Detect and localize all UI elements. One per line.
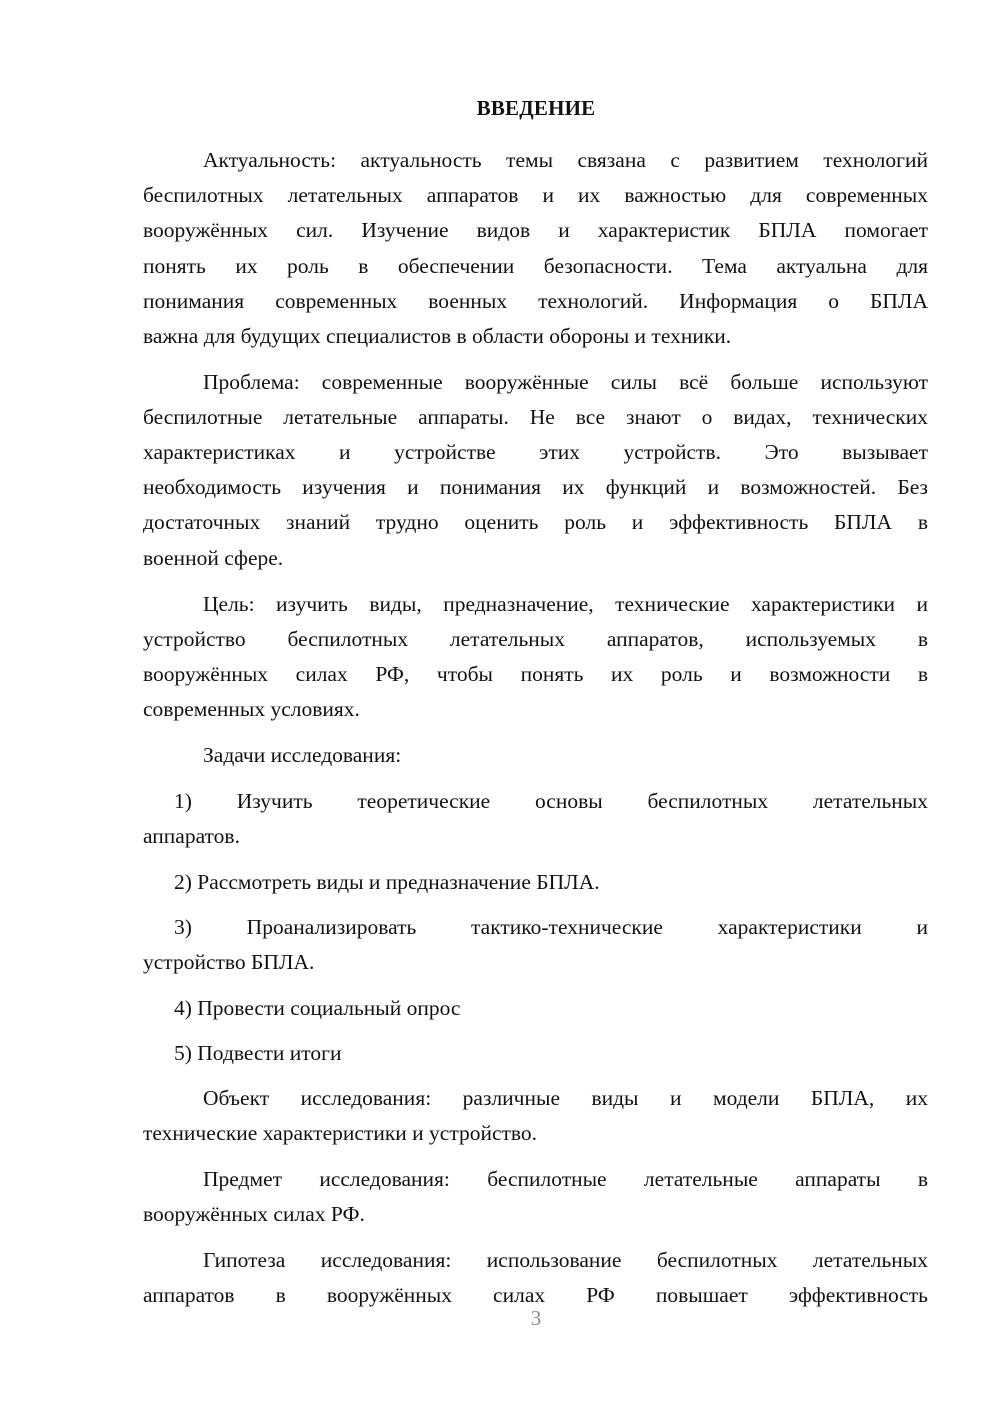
paragraph-goal-line: вооружённых силах РФ, чтобы понять их роль и возможности в: [143, 662, 928, 686]
task-item-1: 1) Изучить теоретические основы беспилотных летательных: [174, 789, 928, 813]
paragraph-relevance-line: беспилотных летательных аппаратов и их важностью для современных: [143, 183, 928, 207]
page-number: 3: [530, 1306, 542, 1330]
paragraph-goal-line: современных условиях.: [143, 697, 360, 721]
paragraph-hypothesis-line: аппаратов в вооружённых силах РФ повышает эффективность: [143, 1283, 928, 1307]
paragraph-hypothesis-line: Гипотеза исследования: использование беспилотных летательных: [203, 1248, 928, 1272]
paragraph-relevance-line: важна для будущих специалистов в области обороны и техники.: [143, 324, 732, 348]
task-item-1-cont: аппаратов.: [143, 824, 240, 848]
paragraph-relevance-line: понять их роль в обеспечении безопасности. Тема актуальна для: [143, 254, 928, 278]
task-item-4: 4) Провести социальный опрос: [174, 996, 461, 1020]
paragraph-relevance-line: Актуальность: актуальность темы связана с развитием технологий: [203, 148, 928, 172]
task-item-3-cont: устройство БПЛА.: [143, 950, 315, 974]
paragraph-problem-line: достаточных знаний трудно оценить роль и эффективность БПЛА в: [143, 510, 928, 534]
task-item-5: 5) Подвести итоги: [174, 1041, 342, 1065]
paragraph-goal-line: Цель: изучить виды, предназначение, технические характеристики и: [203, 592, 928, 616]
paragraph-subject-line: вооружённых силах РФ.: [143, 1202, 365, 1226]
page-title: ВВЕДЕНИЕ: [476, 96, 596, 120]
paragraph-problem-line: беспилотные летательные аппараты. Не все знают о видах, технических: [143, 405, 928, 429]
paragraph-problem-line: необходимость изучения и понимания их функций и возможностей. Без: [143, 475, 928, 499]
paragraph-goal-line: устройство беспилотных летательных аппаратов, используемых в: [143, 627, 928, 651]
paragraph-relevance-line: вооружённых сил. Изучение видов и характеристик БПЛА помогает: [143, 218, 928, 242]
paragraph-problem-line: военной сфере.: [143, 546, 284, 570]
tasks-heading: Задачи исследования:: [203, 743, 402, 767]
task-item-3: 3) Проанализировать тактико-технические характеристики и: [174, 915, 928, 939]
paragraph-problem-line: Проблема: современные вооружённые силы всё больше используют: [203, 370, 928, 394]
paragraph-subject-line: Предмет исследования: беспилотные летательные аппараты в: [203, 1167, 928, 1191]
task-item-2: 2) Рассмотреть виды и предназначение БПЛА.: [174, 870, 600, 894]
paragraph-object-line: технические характеристики и устройство.: [143, 1121, 538, 1145]
paragraph-problem-line: характеристиках и устройстве этих устройств. Это вызывает: [143, 440, 928, 464]
paragraph-object-line: Объект исследования: различные виды и модели БПЛА, их: [203, 1086, 928, 1110]
paragraph-relevance-line: понимания современных военных технологий. Информация о БПЛА: [143, 289, 928, 313]
